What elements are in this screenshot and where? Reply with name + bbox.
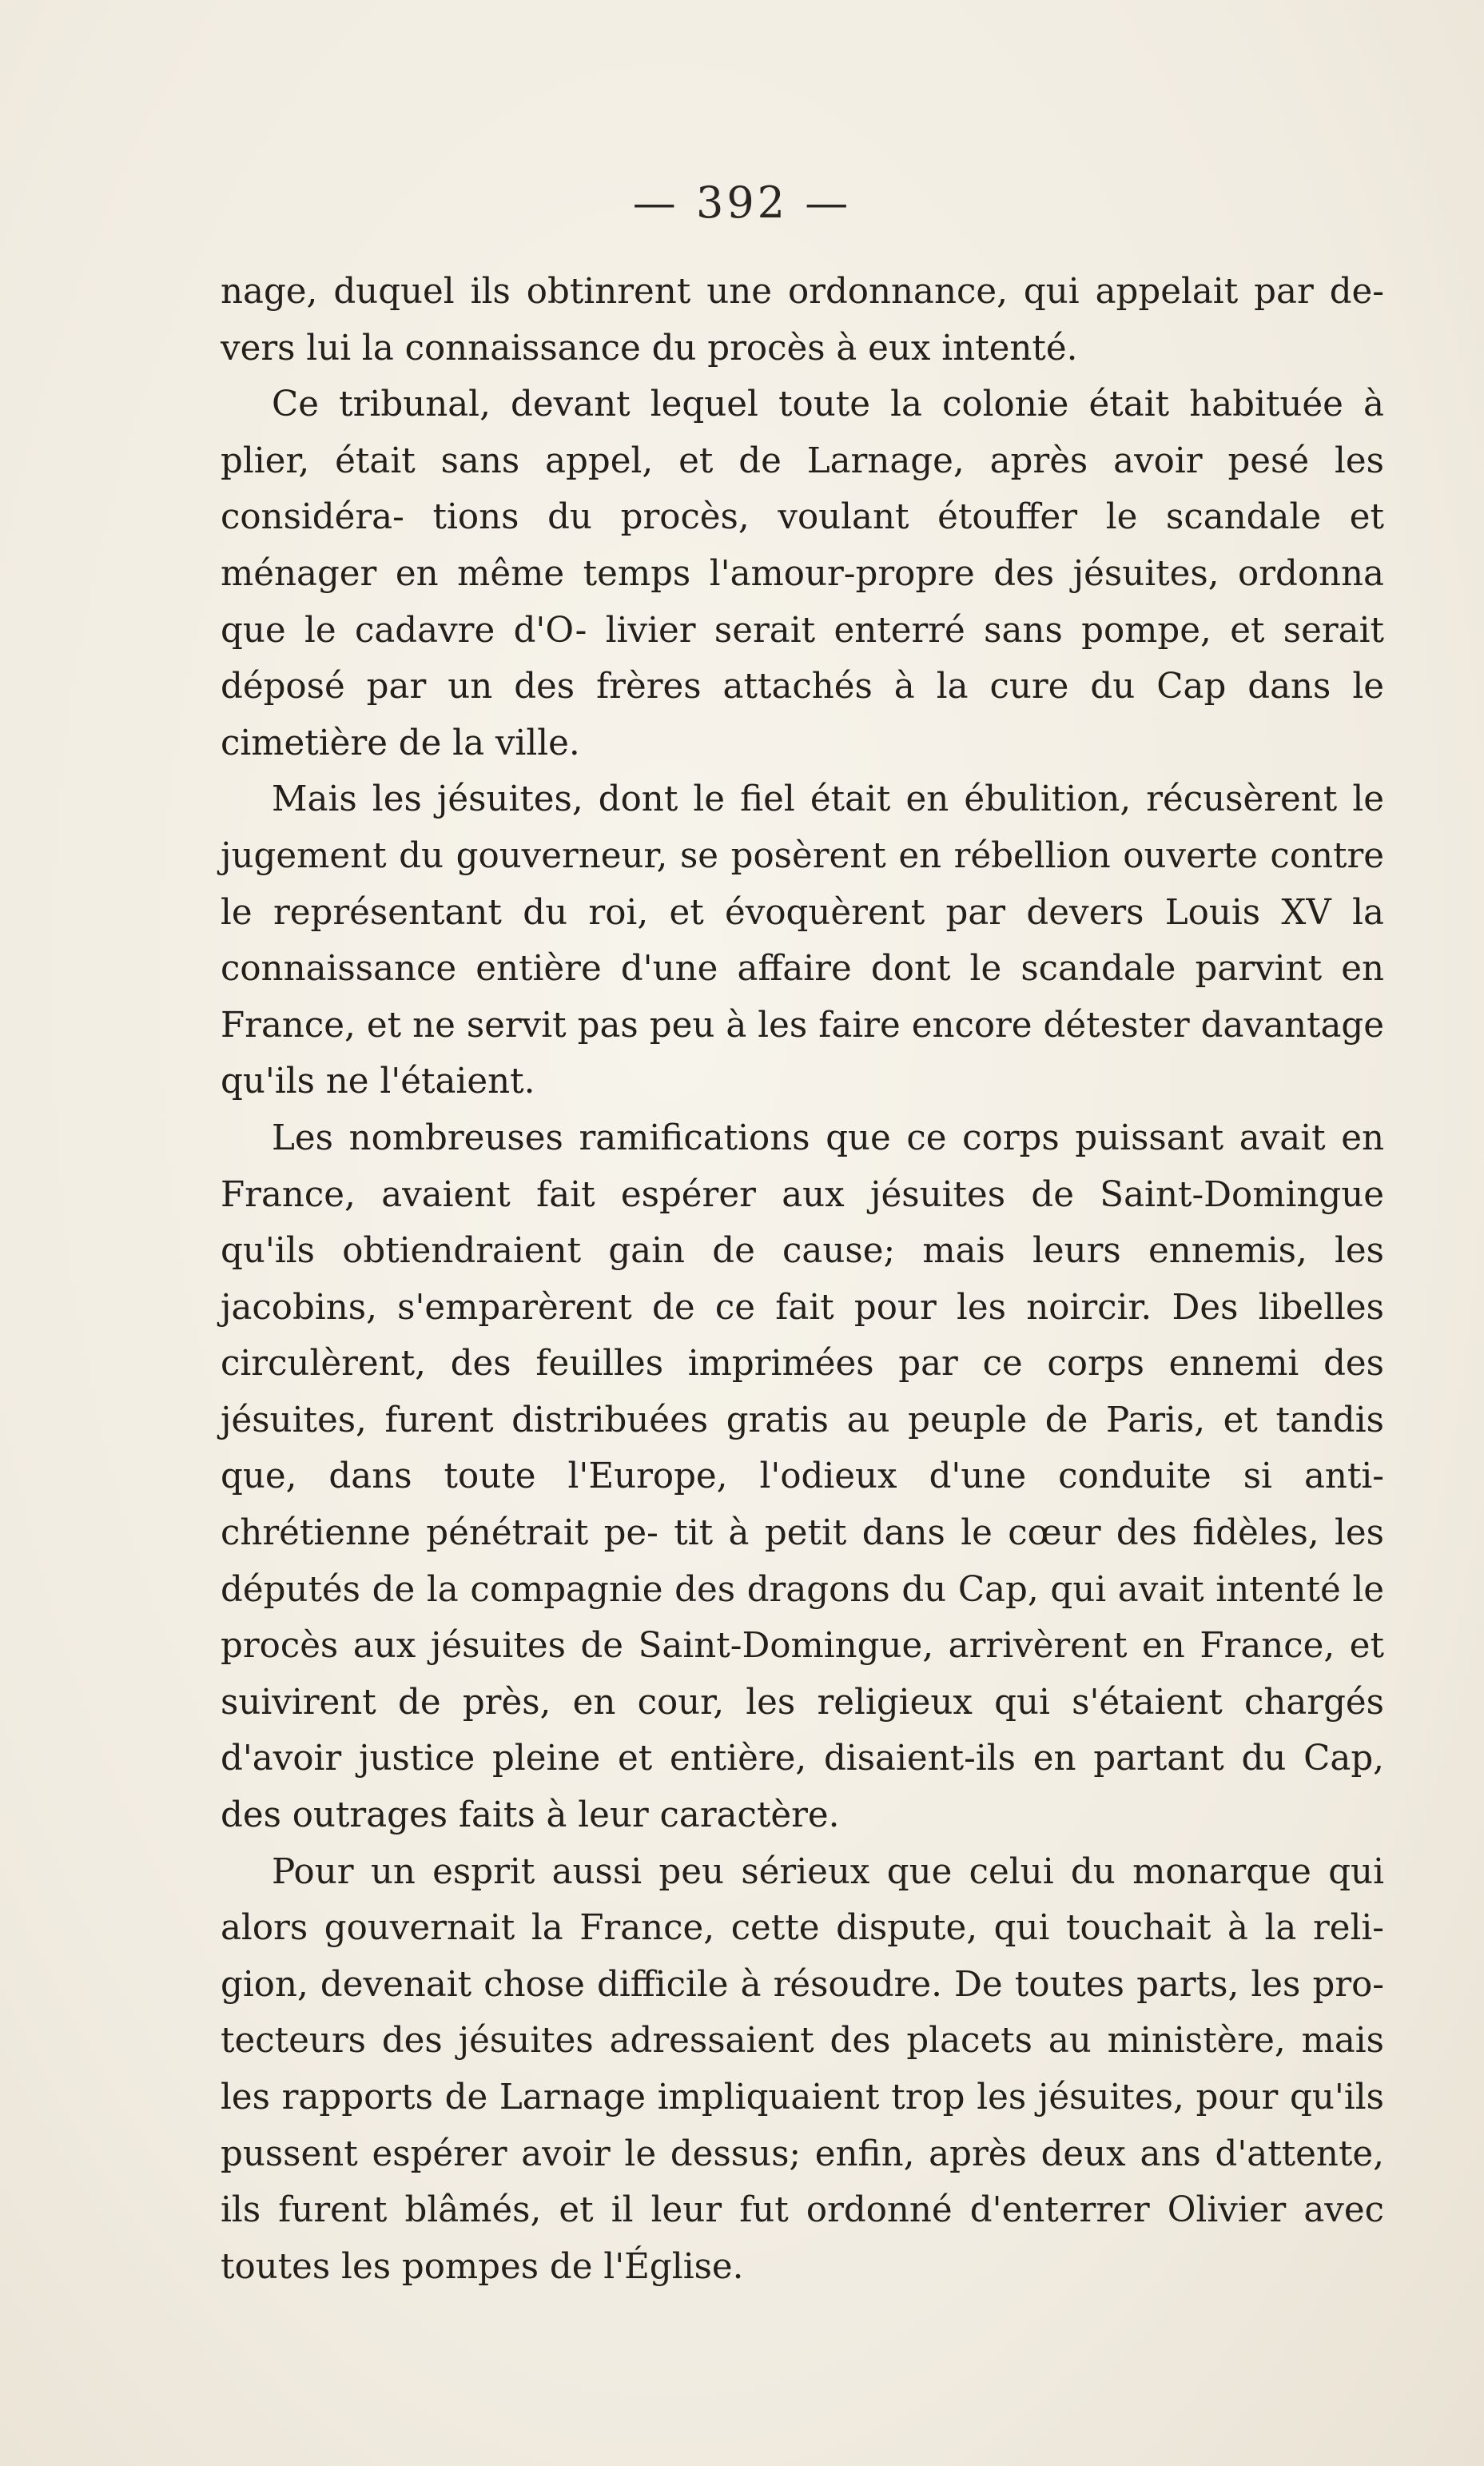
paragraph-2: Ce tribunal, devant lequel toute la colonie était habituée à plier, était sans appel, et de Larnage, après avoir pesé les considéra- tions du procès, voulant étouffer le scandale et ménager en même temps l'amour-propre des jésuites, ordonna que le cadavre d'O- livier serait enterré sans pompe, et serait déposé par un des frères attachés à la cure du Cap dans le cimetière de la ville. xyxy=(221,384,1384,763)
page-number: — 392 — xyxy=(632,177,852,228)
paragraph-1: nage, duquel ils obtinrent une ordonnance, qui appelait par de- vers lui la connaissance du procès à eux intenté. xyxy=(221,272,1384,369)
paragraph-5: Pour un esprit aussi peu sérieux que celui du monarque qui alors gouvernait la France, cette dispute, qui touchait à la reli- gion, devenait chose difficile à résoudre. De toutes parts, les pro- tecteurs des jésuites adressaient des placets au ministère, mais les rapports de Larnage impliquaient trop les jésuites, pour qu'ils pussent espérer avoir le dessus; enfin, après deux ans d'attente, ils furent blâmés, et il leur fut ordonné d'enterrer Olivier avec toutes les pompes de l'Église. xyxy=(221,1851,1384,2287)
body-text xyxy=(221,264,1384,2295)
paragraph-3: Mais les jésuites, dont le fiel était en ébulition, récusèrent le jugement du gouverneur, se posèrent en rébellion ouverte contre le représentant du roi, et évoquèrent par devers Louis XV la connaissance entière d'une affaire dont le scandale parvint en France, et ne servit pas peu à les faire encore détester davantage qu'ils ne l'étaient. xyxy=(221,779,1384,1102)
paragraph-4: Les nombreuses ramifications que ce corps puissant avait en France, avaient fait espérer aux jésuites de Saint-Domingue qu'ils obtiendraient gain de cause; mais leurs ennemis, les jacobins, s'emparèrent de ce fait pour les noircir. Des libelles circulèrent, des feuilles imprimées par ce corps ennemi des jésuites, furent distribuées gratis au peuple de Paris, et tandis que, dans toute l'Europe, l'odieux d'une conduite si anti-chrétienne pénétrait pe- tit à petit dans le cœur des fidèles, les députés de la compagnie des dragons du Cap, qui avait intenté le procès aux jésuites de Saint-Domingue, arrivèrent en France, et suivirent de près, en cour, les religieux qui s'étaient chargés d'avoir justice pleine et entière, disaient-ils en partant du Cap, des outrages faits à leur caractère. xyxy=(221,1117,1384,1836)
